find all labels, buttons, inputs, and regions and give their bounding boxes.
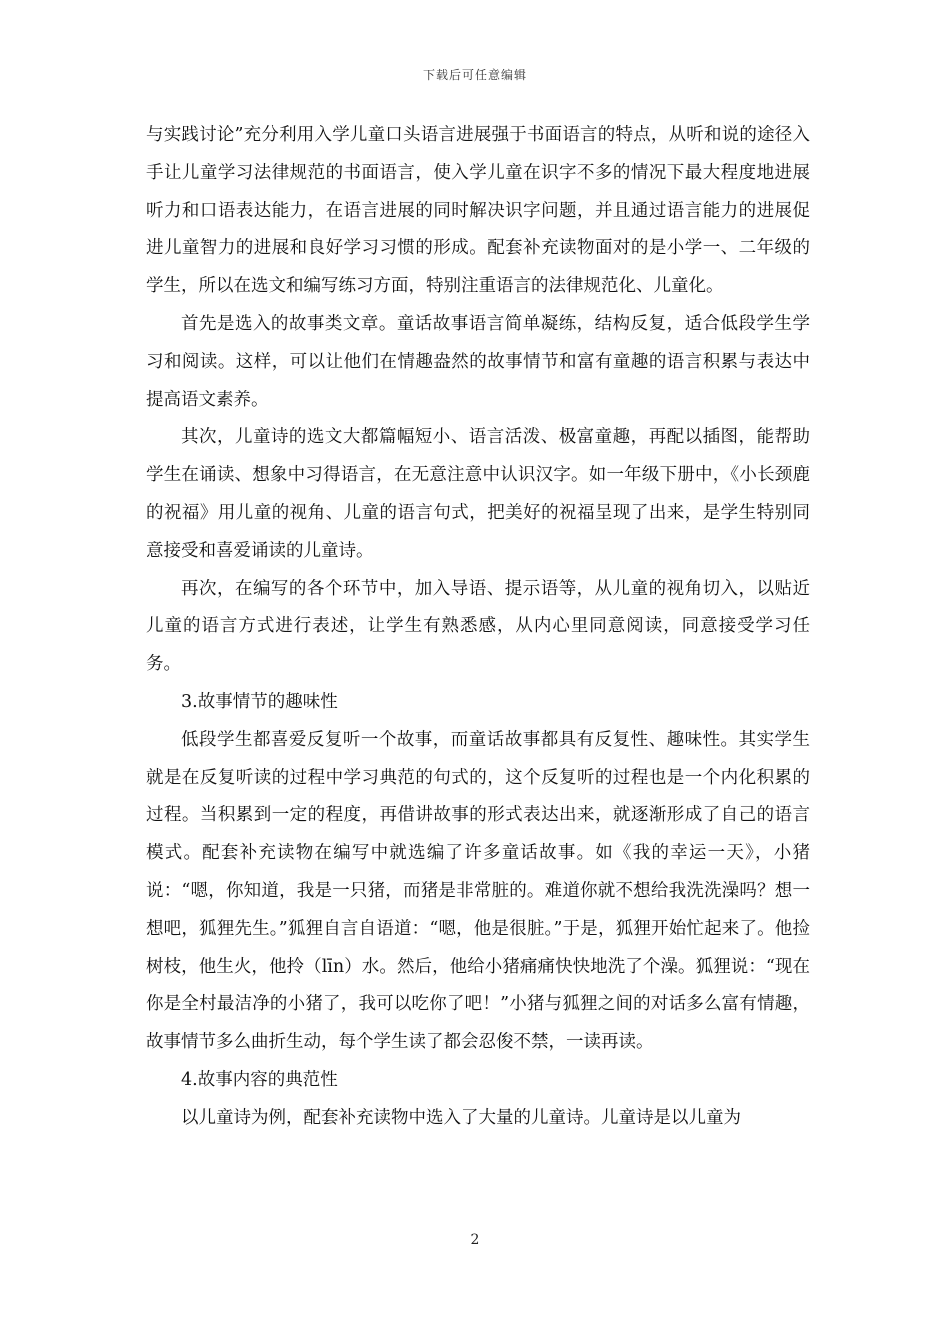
paragraph-3: 其次，儿童诗的选文大都篇幅短小、语言活泼、极富童趣，再配以插图，能帮助学生在诵读、想象中习得语言，在无意注意中认识汉字。如一年级下册中，《小长颈鹿的祝福》用儿童的视角、儿童的语言句式，把美好的祝福呈现了出来，是学生特别同意接受和喜爱诵读的儿童诗。 (146, 427, 810, 561)
paragraph-5: 低段学生都喜爱反复听一个故事，而童话故事都具有反复性、趣味性。其实学生就是在反复听读的过程中学习典范的句式的，这个反复听的过程也是一个内化积累的过程。当积累到一定的程度，再借讲故事的形式表达出来，就逐渐形成了自己的语言模式。配套补充读物在编写中就选编了许多童话故事。如《我的幸运一天》，小猪说：“嗯，你知道，我是一只猪，而猪是非常脏的。难道你就不想给我洗洗澡吗？想一想吧，狐狸先生。”狐狸自言自语道：“嗯，他是很脏。”于是，狐狸开始忙起来了。他捡树枝，他生火，他拎（līn）水。然后，他给小猪痛痛快快地洗了个澡。狐狸说：“现在你是全村最洁净的小猪了，我可以吃你了吧！”小猪与狐狸之间的对话多么富有情趣，故事情节多么曲折生动，每个学生读了都会忍俊不禁，一读再读。 (146, 729, 810, 1053)
section-heading-4: 4.故事内容的典范性 (181, 1069, 338, 1090)
section-heading-3: 3.故事情节的趣味性 (181, 691, 338, 712)
paragraph-6: 以儿童诗为例，配套补充读物中选入了大量的儿童诗。儿童诗是以儿童为 (181, 1107, 741, 1128)
paragraph-2: 首先是选入的故事类文章。童话故事语言简单凝练，结构反复，适合低段学生学习和阅读。这样，可以让他们在情趣盎然的故事情节和富有童趣的语言积累与表达中提高语文素养。 (146, 313, 810, 410)
page-number: 2 (470, 1232, 480, 1248)
page-header: 下载后可任意编辑 (422, 68, 527, 82)
paragraph-4: 再次，在编写的各个环节中，加入导语、提示语等，从儿童的视角切入，以贴近儿童的语言方式进行表述，让学生有熟悉感，从内心里同意阅读，同意接受学习任务。 (146, 578, 810, 675)
document-body (146, 117, 810, 1138)
paragraph-1: 与实践讨论”充分利用入学儿童口头语言进展强于书面语言的特点，从听和说的途径入手让儿童学习法律规范的书面语言，使入学儿童在识字不多的情况下最大程度地进展听力和口语表达能力，在语言进展的同时解决识字问题，并且通过语言能力的进展促进儿童智力的进展和良好学习习惯的形成。配套补充读物面对的是小学一、二年级的学生，所以在选文和编写练习方面，特别注重语言的法律规范化、儿童化。 (146, 125, 810, 297)
